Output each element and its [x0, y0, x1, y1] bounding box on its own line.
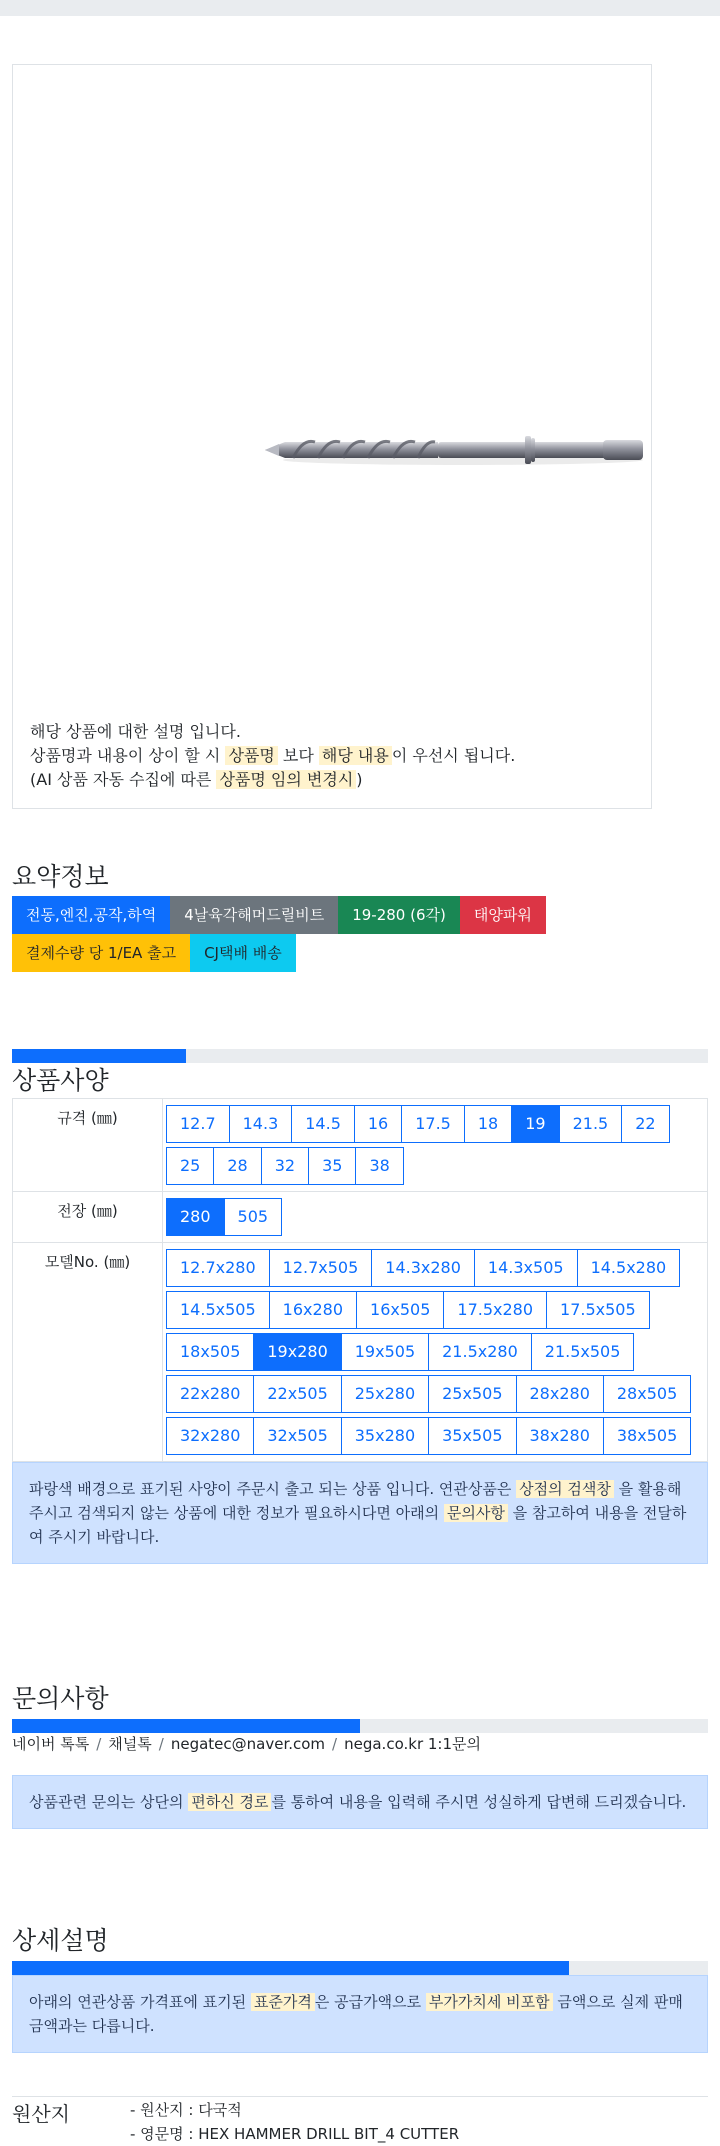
option-button[interactable]: 14.5x280 — [577, 1249, 681, 1287]
summary-tag: 전동,엔진,공작,하역 — [12, 896, 170, 934]
spec-row — [13, 1243, 708, 1462]
option-row — [166, 1373, 704, 1415]
spec-options — [163, 1243, 708, 1462]
inquiry-notice-highlight: 편하신 경로 — [188, 1793, 271, 1811]
summary-title: 요약정보 — [12, 862, 109, 891]
option-button[interactable]: 28x505 — [603, 1375, 691, 1413]
description-line — [30, 744, 515, 768]
option-button[interactable]: 25x280 — [341, 1375, 429, 1413]
inquiry-link[interactable]: 네이버 톡톡 — [12, 1735, 90, 1753]
option-row — [166, 1415, 704, 1457]
option-button[interactable]: 32x280 — [166, 1417, 254, 1455]
option-button[interactable]: 38 — [355, 1147, 403, 1185]
option-button[interactable]: 12.7 — [166, 1105, 230, 1143]
option-button[interactable]: 22x280 — [166, 1375, 254, 1413]
option-button[interactable]: 32 — [261, 1147, 309, 1185]
summary-tag: CJ택배 배송 — [190, 934, 296, 972]
spec-notice-highlight: 상점의 검색창 — [516, 1480, 614, 1498]
spec-label: 규격 (㎜) — [13, 1099, 163, 1192]
detail-notice-highlight: 표준가격 — [251, 1993, 315, 2011]
summary-tag: 결제수량 당 1/EA 출고 — [12, 934, 190, 972]
product-image-panel — [12, 64, 652, 809]
inquiry-link[interactable]: nega.co.kr 1:1문의 — [344, 1735, 481, 1753]
detail-notice-text: 아래의 연관상품 가격표에 표기된 — [29, 1993, 251, 2011]
description-highlight: 상품명 임의 변경시 — [216, 770, 356, 789]
option-button[interactable]: 38x280 — [516, 1417, 604, 1455]
spec-options — [163, 1099, 708, 1192]
description-line — [30, 768, 515, 792]
product-description — [30, 720, 515, 792]
option-button[interactable]: 14.5 — [291, 1105, 355, 1143]
detail-notice-text: 금액으로 실제 판매금액과는 다릅니다. — [29, 1993, 683, 2035]
option-row — [166, 1331, 704, 1373]
spec-notice-text: 파랑색 배경으로 표기된 사양이 주문시 출고 되는 상품 입니다. 연관상품은 — [29, 1480, 517, 1498]
option-row — [166, 1247, 704, 1289]
origin-list — [130, 2098, 459, 2146]
option-button[interactable]: 505 — [224, 1198, 283, 1236]
option-button[interactable]: 21.5 — [559, 1105, 623, 1143]
option-button[interactable]: 18 — [464, 1105, 512, 1143]
option-button[interactable]: 18x505 — [166, 1333, 254, 1371]
detail-title: 상세설명 — [12, 1926, 109, 1955]
inquiry-link[interactable]: 채널톡 — [108, 1735, 152, 1753]
option-button[interactable]: 21.5x280 — [428, 1333, 532, 1371]
option-row — [166, 1145, 704, 1187]
description-highlight: 해당 내용 — [319, 746, 392, 765]
spec-label: 전장 (㎜) — [13, 1192, 163, 1243]
option-button[interactable]: 19x280 — [253, 1333, 341, 1371]
description-highlight: 상품명 — [225, 746, 277, 765]
inquiry-title: 문의사항 — [12, 1684, 109, 1713]
origin-item: - 원산지 : 다국적 — [130, 2101, 242, 2119]
option-button[interactable]: 17.5x280 — [443, 1291, 547, 1329]
option-row — [166, 1289, 704, 1331]
summary-tag: 4날육각해머드릴비트 — [170, 896, 338, 934]
inquiry-notice-text: 상품관련 문의는 상단의 — [29, 1793, 189, 1811]
option-button[interactable]: 28x280 — [516, 1375, 604, 1413]
spec-row — [13, 1099, 708, 1192]
option-button[interactable]: 25x505 — [428, 1375, 516, 1413]
specs-title: 상품사양 — [12, 1066, 109, 1095]
spec-notice — [12, 1462, 708, 1564]
option-button[interactable]: 17.5x505 — [546, 1291, 650, 1329]
option-button[interactable]: 16 — [354, 1105, 402, 1143]
option-button[interactable]: 17.5 — [401, 1105, 465, 1143]
inquiry-link[interactable]: negatec@naver.com — [170, 1735, 326, 1753]
description-text: (AI 상품 자동 수집에 따른 — [30, 770, 217, 789]
detail-notice-text: 은 공급가액으로 — [314, 1993, 426, 2011]
spec-notice-text: 을 참고하여 내용을 전달하여 주시기 바랍니다. — [29, 1504, 687, 1546]
detail-notice — [12, 1975, 708, 2053]
link-separator: / — [332, 1735, 338, 1753]
option-button[interactable]: 28 — [213, 1147, 261, 1185]
summary-tags — [12, 896, 572, 972]
inquiry-notice — [12, 1775, 708, 1829]
option-button[interactable]: 16x505 — [356, 1291, 444, 1329]
description-line — [30, 720, 515, 744]
option-button[interactable]: 22 — [621, 1105, 669, 1143]
link-separator: / — [158, 1735, 164, 1753]
option-button[interactable]: 38x505 — [603, 1417, 691, 1455]
option-button[interactable]: 35x280 — [341, 1417, 429, 1455]
spec-label: 모델No. (㎜) — [13, 1243, 163, 1462]
spec-notice-text: 을 활용해 주시고 검색되지 않는 상품에 대한 정보가 필요하시다면 아래의 — [29, 1480, 682, 1522]
option-button[interactable]: 14.3 — [229, 1105, 293, 1143]
specs-progress-bar — [12, 1049, 708, 1063]
description-text: 해당 상품에 대한 설명 입니다. — [30, 722, 241, 741]
detail-progress-bar — [12, 1961, 708, 1975]
link-separator: / — [96, 1735, 102, 1753]
summary-tag: 태양파워 — [460, 896, 546, 934]
inquiry-notice-text: 를 통하여 내용을 입력해 주시면 성실하게 답변해 드리겠습니다. — [271, 1793, 687, 1811]
origin-label: 원산지 — [12, 2102, 70, 2126]
option-button[interactable]: 35x505 — [428, 1417, 516, 1455]
description-text: 이 우선시 됩니다. — [391, 746, 516, 765]
summary-tag: 19-280 (6각) — [338, 896, 460, 934]
detail-notice-highlight: 부가가치세 비포함 — [426, 1993, 553, 2011]
option-button[interactable]: 14.5x505 — [166, 1291, 270, 1329]
option-button[interactable]: 35 — [308, 1147, 356, 1185]
option-button[interactable]: 12.7x280 — [166, 1249, 270, 1287]
option-button[interactable]: 12.7x505 — [269, 1249, 373, 1287]
option-row — [166, 1196, 704, 1238]
top-bar — [0, 0, 720, 16]
option-row — [166, 1103, 704, 1145]
option-button[interactable]: 22x505 — [253, 1375, 341, 1413]
option-button[interactable]: 16x280 — [269, 1291, 357, 1329]
origin-item: - 영문명 : HEX HAMMER DRILL BIT_4 CUTTER — [130, 2125, 460, 2143]
inquiry-progress-bar — [12, 1719, 708, 1733]
option-button[interactable]: 280 — [166, 1198, 225, 1236]
description-text: 상품명과 내용이 상이 할 시 — [30, 746, 226, 765]
option-button[interactable]: 25 — [166, 1147, 214, 1185]
spec-table — [12, 1098, 708, 1462]
option-button[interactable]: 14.3x280 — [371, 1249, 475, 1287]
description-text: ) — [356, 770, 363, 789]
option-button[interactable]: 19 — [511, 1105, 559, 1143]
option-button[interactable]: 32x505 — [253, 1417, 341, 1455]
spec-row — [13, 1192, 708, 1243]
option-button[interactable]: 21.5x505 — [531, 1333, 635, 1371]
option-button[interactable]: 14.3x505 — [474, 1249, 578, 1287]
drill-bit-image — [263, 420, 643, 480]
inquiry-links — [12, 1733, 481, 1754]
description-text: 보다 — [277, 746, 319, 765]
origin-divider — [12, 2096, 708, 2097]
spec-notice-highlight: 문의사항 — [444, 1504, 508, 1522]
option-button[interactable]: 19x505 — [341, 1333, 429, 1371]
spec-options — [163, 1192, 708, 1243]
